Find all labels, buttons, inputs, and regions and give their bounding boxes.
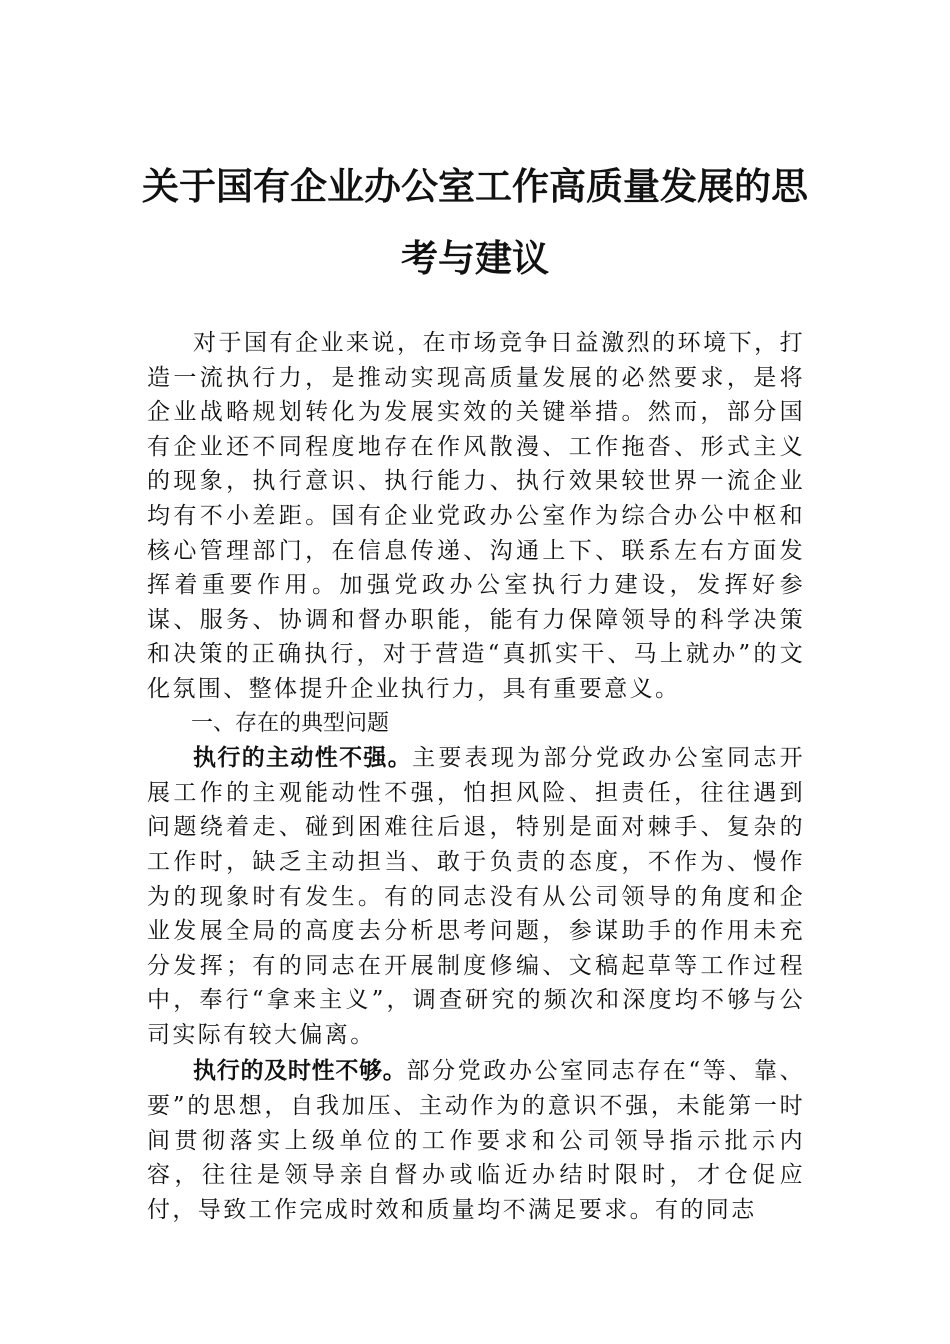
section-heading-1: 一、存在的典型问题 (191, 710, 390, 736)
problem-2-text: 部分党政办公室同志存在“等、靠、要”的思想，自我加压、主动作为的意识不强，未能第一时间贯彻落实上级单位的工作要求和公司领导指示批示内容，往往是领导亲自督办或临近办结时限时，才仓促应付，导致工作完成时效和质量均不满足要求。有的同志 (147, 1058, 805, 1223)
document-body (147, 326, 805, 1227)
problem-paragraph-2 (147, 1054, 805, 1227)
problem-paragraph-1 (147, 741, 805, 1052)
intro-paragraph: 对于国有企业来说，在市场竞争日益激烈的环境下，打造一流执行力，是推动实现高质量发展的必然要求，是将企业战略规划转化为发展实效的关键举措。然而，部分国有企业还不同程度地存在作风散漫、工作拖沓、形式主义的现象，执行意识、执行能力、执行效果较世界一流企业均有不小差距。国有企业党政办公室作为综合办公中枢和核心管理部门，在信息传递、沟通上下、联系左右方面发挥着重要作用。加强党政办公室执行力建设，发挥好参谋、服务、协调和督办职能，能有力保障领导的科学决策和决策的正确执行，对于营造“真抓实干、马上就办”的文化氛围、整体提升企业执行力，具有重要意义。 (147, 330, 805, 702)
problem-1-lead: 执行的主动性不强。 (193, 745, 413, 772)
problem-1-text: 主要表现为部分党政办公室同志开展工作的主观能动性不强，怕担风险、担责任，往往遇到问题绕着走、碰到困难往后退，特别是面对棘手、复杂的工作时，缺乏主动担当、敢于负责的态度，不作为、慢作为的现象时有发生。有的同志没有从公司领导的角度和企业发展全局的高度去分析思考问题，参谋助手的作用未充分发挥；有的同志在开展制度修编、文稿起草等工作过程中，奉行“拿来主义”，调查研究的频次和深度均不够与公司实际有较大偏离。 (147, 745, 806, 1048)
title-line-1: 关于国有企业办公室工作高质量发展的思 (142, 164, 808, 208)
document-title (130, 150, 820, 294)
problem-2-lead: 执行的及时性不够。 (193, 1058, 407, 1085)
title-line-2: 考与建议 (401, 236, 549, 280)
